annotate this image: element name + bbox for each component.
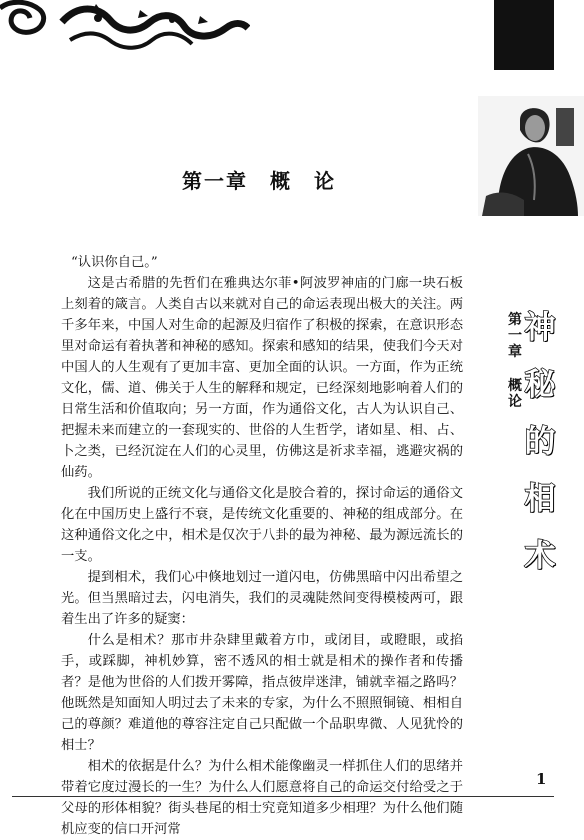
paragraph-6: 相术的依据是什么？为什么相术能像幽灵一样抓住人们的思绪并带着它度过漫长的一生？为什么人们愿意将自己的命运交付给受之于父母的形体相貌？街头巷尾的相士究竟知道多少相理？为什么他们随机应变的信口开河常 [61,759,463,837]
paragraph-4: 提到相术，我们心中倏地划过一道闪电，仿佛黑暗中闪出希望之光。但当黑暗过去，闪电消失，我们的灵魂陡然间变得模棱两可，跟着生出了许多的疑窦： [61,570,463,627]
paragraph-3: 我们所说的正统文化与通俗文化是胶合着的，探讨命运的通俗文化在中国历史上盛行不衰，是传统文化重要的、神秘的组成部分。在这种通俗文化之中，相术是仅次于八卦的最为神秘、最为源远流长的一支。 [61,486,463,564]
dragon-ornament-icon [0,0,250,60]
side-title-char: 神 [524,310,556,346]
side-chapter-char: 论 [508,394,522,410]
paragraph-1: “认识你自己。” [71,255,158,270]
side-title-char: 的 [524,424,556,460]
side-title-char: 术 [524,538,556,574]
page-number: 1 [536,770,547,788]
portrait-illustration [478,96,584,216]
body-text [61,252,463,840]
bottom-rule [12,796,554,797]
corner-black-block [494,0,554,70]
side-chapter-char: 第 [508,312,522,328]
side-title-char: 秘 [524,367,556,403]
paragraph-5: 什么是相术？那市井杂肆里戴着方巾，或闭目，或瞪眼，或掐手，或踩脚，神机妙算，密不透风的相士就是相术的操作者和传播者？是他为世俗的人们拨开雾障，指点彼岸迷津，铺就幸福之路吗？他既然是知面知人明过去了未来的专家，为什么不照照铜镜、相相自己的尊颜？难道他的尊容注定自己只配做一个品职卑微、人见犹怜的相士？ [61,633,463,753]
paragraph-2: 这是古希腊的先哲们在雅典达尔菲•阿波罗神庙的门廊一块石板上刻着的箴言。人类自古以来就对自己的命运表现出极大的关注。两千多年来，中国人对生命的起源及归宿作了积极的探索，在意识形态里对命运有着执著和神秘的感知。探索和感知的结果，使我们今天对中国人的人生观有了更加丰富、更加全面的认识。一方面，作为正统文化，儒、道、佛关于人生的解释和规定，已经深刻地影响着人们的日常生活和价值取向；另一方面，作为通俗文化，古人为认识自己、把握未来而建立的一套现实的、世俗的人生哲学，诸如星、相、占、卜之类，已经沉淀在人们的心灵里，仿佛这是祈求幸福，逃避灾祸的仙药。 [61,276,463,480]
side-chapter-char: 概 [508,378,522,394]
chapter-title: 第一章 概 论 [182,169,336,193]
side-chapter-char: 章 [508,344,522,360]
side-chapter-char: 一 [508,328,522,344]
side-book-title [522,310,562,595]
side-title-char: 相 [524,481,556,517]
